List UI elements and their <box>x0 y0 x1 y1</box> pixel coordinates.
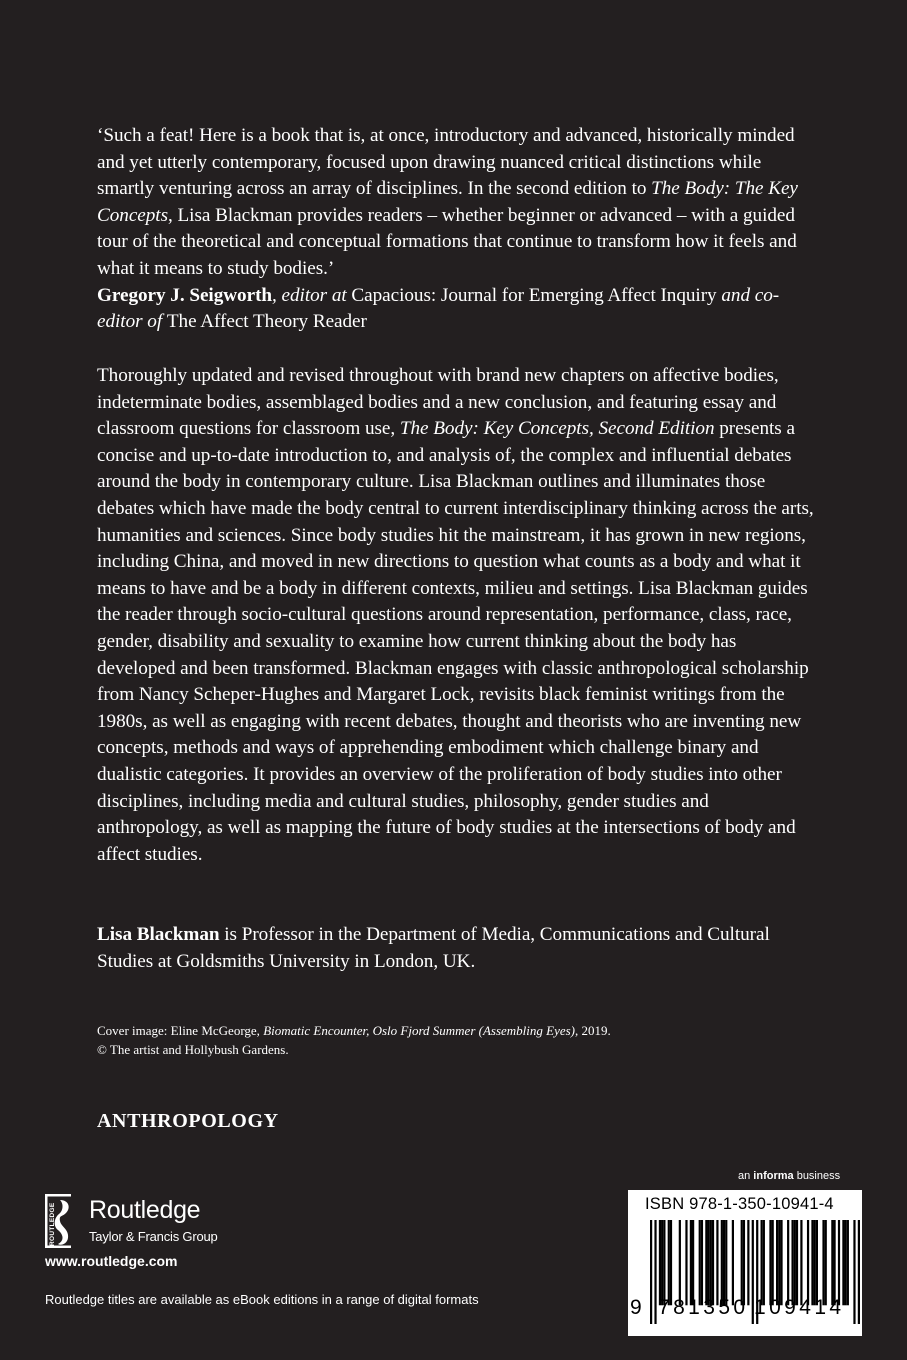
logo-vertical-text: ROUTLEDGE <box>49 1202 56 1246</box>
routledge-logo <box>45 1192 255 1252</box>
description-book-title: The Body: Key Concepts, Second Edition <box>399 418 715 440</box>
barcode-bar <box>787 1220 789 1305</box>
barcode-bar <box>685 1220 687 1305</box>
author-bio <box>97 922 817 975</box>
barcode-bar <box>725 1220 727 1305</box>
barcode-bar <box>659 1220 661 1305</box>
barcode-bar <box>741 1220 743 1305</box>
barcode-bar <box>699 1220 701 1305</box>
barcode-bar <box>732 1220 734 1305</box>
publisher-name: Routledge <box>89 1196 201 1224</box>
subject-category: ANTHROPOLOGY <box>97 1110 279 1132</box>
barcode-bar <box>668 1220 670 1305</box>
barcode-bar <box>710 1220 712 1305</box>
barcode-bar <box>791 1220 793 1305</box>
informa-prefix: an <box>738 1170 754 1182</box>
barcode-bar <box>763 1220 765 1305</box>
barcode-bar <box>707 1220 709 1305</box>
cover-credit-line-1 <box>97 1022 817 1041</box>
barcode-bar <box>831 1220 833 1305</box>
publisher-url[interactable]: www.routledge.com <box>45 1253 178 1269</box>
barcode-bar <box>800 1220 802 1305</box>
cover-credit <box>97 1022 817 1059</box>
barcode-bar <box>847 1220 849 1305</box>
barcode-bar <box>654 1220 656 1324</box>
barcode-bar <box>712 1220 714 1305</box>
quote-role-2: and co-editor of <box>97 284 780 333</box>
quote-role-1: , editor at <box>272 284 352 306</box>
ean-digits-right: 109414 <box>754 1296 845 1319</box>
publisher-group: Taylor & Francis Group <box>89 1229 218 1244</box>
isbn-barcode <box>628 1190 862 1336</box>
credit-prefix: Cover image: Eline McGeorge, <box>97 1023 264 1038</box>
quote-journal: Capacious: Journal for Emerging Affect Inquiry <box>351 284 717 306</box>
barcode-bar <box>833 1220 835 1305</box>
barcode-bar <box>838 1220 840 1305</box>
ebook-note: Routledge titles are available as eBook editions in a range of digital formats <box>45 1292 479 1307</box>
barcode-bar <box>716 1220 718 1305</box>
barcode-bar <box>778 1220 780 1305</box>
barcode-bar <box>723 1220 725 1305</box>
quote-text-part-1: ‘Such a feat! Here is a book that is, at once, introductory and advanced, historically minded and yet utterly contemporary, focused upon drawing nuanced critical distinctions while smartly venturing across an array of disciplines. In the second edition to <box>97 125 795 200</box>
informa-tagline <box>738 1170 840 1182</box>
bio-description: is Professor in the Department of Media, Communications and Cultural Studies at Goldsmiths University in London, UK. <box>97 924 770 972</box>
barcode-bar <box>858 1220 860 1324</box>
description-part-2: presents a concise and up-to-date introduction to, and analysis of, the complex and influential debates around the body in contemporary culture. Lisa Blackman outlines and illuminates those debates which have made the body central to current interdisciplinary thinking across the arts, humanities and sciences. Since body studies hit the mainstream, it has grown in new regions, including China, and moved in new directions to question what counts as a body and what it means to have and be a body in different contexts, milieu and settings. Lisa Blackman guides the reader through socio-cultural questions around representation, performance, class, race, gender, disability and sexuality to examine how current thinking about the body has developed and been transformed. Blackman engages with classic anthropological scholarship from Nancy Scheper-Hughes and Margaret Lock, revisits black feminist writings from the 1980s, as well as engaging with recent debates, thought and theorists who are inventing new concepts, methods and ways of apprehending embodiment which challenge binary and dualistic categories. It provides an overview of the proliferation of body studies into other disciplines, including media and cultural studies, philosophy, gender studies and anthropology, as well as mapping the future of body studies at the intersections of body and affect studies. <box>97 418 814 865</box>
credit-year: , 2019. <box>575 1023 611 1038</box>
barcode-bar <box>661 1220 663 1305</box>
barcode-bar <box>842 1220 844 1305</box>
barcode-bar <box>794 1220 796 1305</box>
barcode-bar <box>692 1220 694 1305</box>
barcode-bar <box>747 1220 749 1305</box>
barcode-bar <box>816 1220 818 1305</box>
isbn-number: ISBN 978-1-350-10941-4 <box>645 1195 834 1213</box>
barcode-bar <box>721 1220 723 1305</box>
barcode-bar <box>807 1220 809 1305</box>
barcode-bar <box>769 1220 771 1305</box>
barcode-bar <box>761 1220 763 1305</box>
barcode-bar <box>650 1220 652 1324</box>
description-part-1: Thoroughly updated and revised throughout with brand new chapters on affective bodies, indeterminate bodies, assemblaged bodies and a new conclusion, and featuring essay and classroom questions for classroom use, <box>97 365 779 440</box>
book-description <box>97 363 817 868</box>
barcode-bar <box>796 1220 798 1305</box>
barcode-bar <box>705 1220 707 1305</box>
barcode-bar <box>811 1220 813 1305</box>
credit-work-title: Biomatic Encounter, Oslo Fjord Summer (Assembling Eyes) <box>263 1023 576 1038</box>
informa-suffix: business <box>793 1170 841 1182</box>
quote-author: Gregory J. Seigworth <box>97 284 273 306</box>
bio-text <box>97 922 817 975</box>
quote-text-part-2: , Lisa Blackman provides readers – whether beginner or advanced – with a guided tour of the theoretical and conceptual formations that continue to transform how it feels and what it means to study bodies.’ <box>97 204 797 279</box>
barcode-bar <box>853 1220 855 1324</box>
barcode-bar <box>814 1220 816 1305</box>
barcode-bar <box>690 1220 692 1305</box>
barcode-bar <box>776 1220 778 1305</box>
description-text <box>97 363 817 868</box>
quote-book: The Affect Theory Reader <box>166 311 367 333</box>
cover-credit-copyright: © The artist and Hollybush Gardens. <box>97 1041 289 1057</box>
barcode-bar <box>743 1220 745 1305</box>
barcode-bar <box>772 1220 774 1305</box>
barcode-bar <box>670 1220 672 1305</box>
barcode-bar <box>679 1220 681 1305</box>
barcode-bar <box>845 1220 847 1305</box>
barcode-bar <box>825 1220 827 1305</box>
barcode-bar <box>663 1220 665 1305</box>
ean-digit-first: 9 <box>630 1296 642 1319</box>
endorsement-quote <box>97 123 817 336</box>
quote-book-title: The Body: The Key Concepts <box>97 178 798 226</box>
barcode-bar <box>701 1220 703 1305</box>
barcode-bar <box>822 1220 824 1305</box>
barcode-bar <box>780 1220 782 1305</box>
quote-attribution <box>97 283 817 336</box>
informa-brand: informa <box>753 1170 794 1182</box>
bio-author-name: Lisa Blackman <box>97 924 220 945</box>
ean-digits-left: 781350 <box>658 1296 749 1319</box>
quote-text <box>97 123 817 283</box>
